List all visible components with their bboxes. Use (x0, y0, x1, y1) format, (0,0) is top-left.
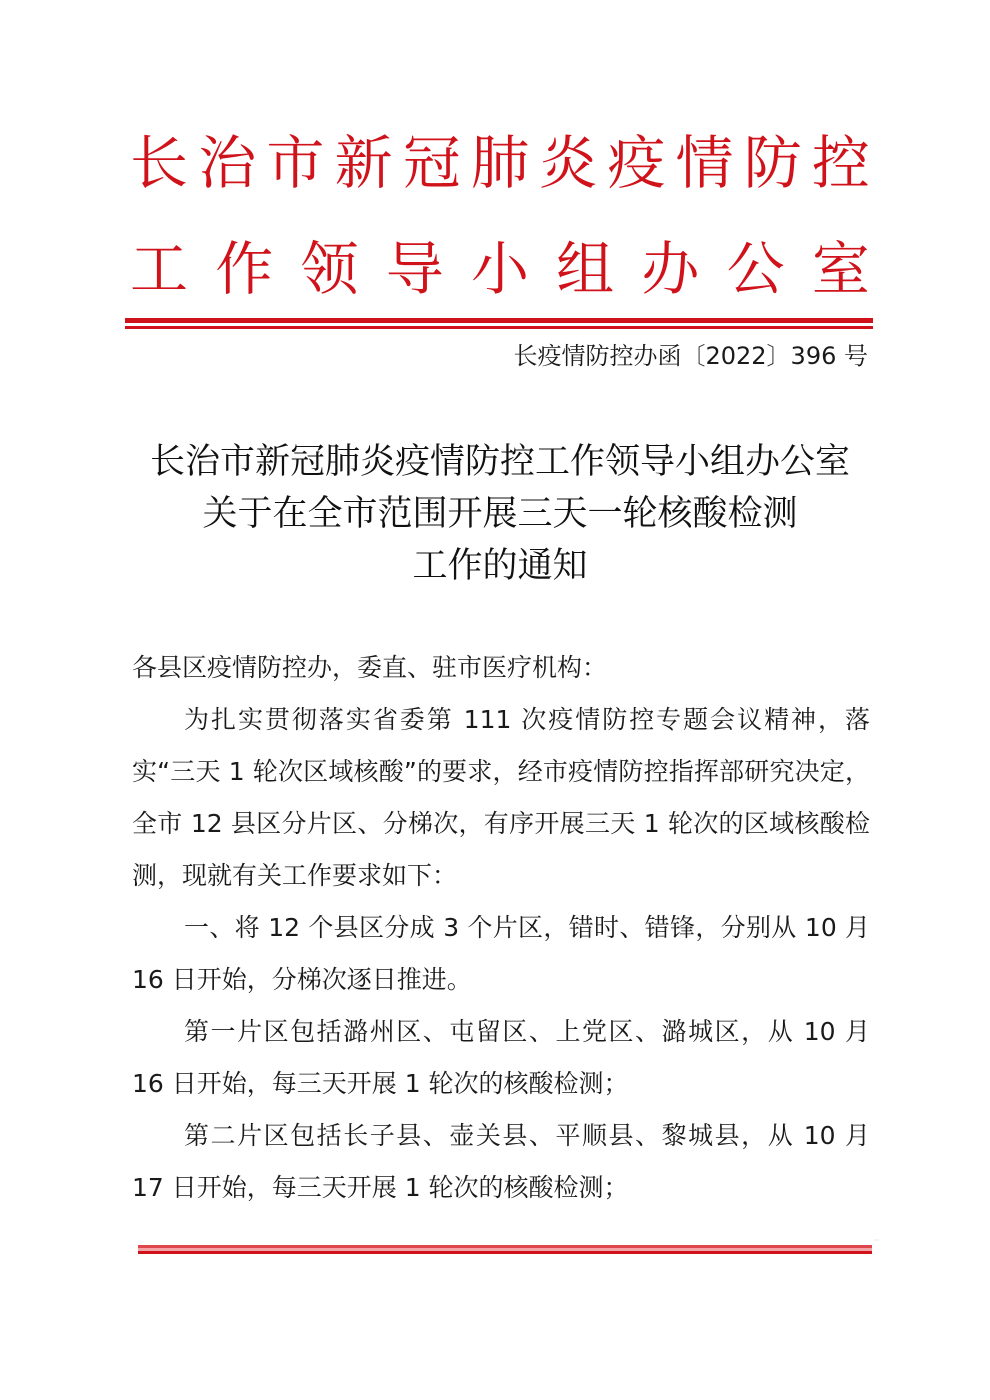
masthead-char: 控 (811, 129, 870, 197)
salutation: 各县区疫情防控办，委直、驻市医疗机构： (132, 653, 608, 682)
masthead-line-1 (130, 128, 870, 198)
masthead-char: 小 (470, 235, 529, 303)
masthead-char: 新 (334, 129, 393, 197)
body-paragraph: 第二片区包括长子县、壶关县、平顺县、黎城县，从 10 月 17 日开始，每三天开展 1 轮次的核酸检测； (132, 1121, 870, 1202)
body-paragraph: 为扎实贯彻落实省委第 111 次疫情防控专题会议精神，落实“三天 1 轮次区域核酸”的要求，经市疫情防控指挥部研究决定，全市 12 县区分片区、分梯次，有序开展三天 1 轮次的区域核酸检测，现就有关工作要求如下： (132, 705, 870, 890)
masthead-char: 长 (130, 129, 189, 197)
document-number: 长疫情防控办函〔2022〕396 号 (513, 342, 868, 370)
title-line-2: 关于在全市范围开展三天一轮核酸检测 (202, 494, 798, 534)
masthead-char: 肺 (470, 129, 529, 197)
masthead-char: 市 (266, 129, 325, 197)
masthead-line-2 (130, 234, 870, 304)
masthead-char: 导 (385, 235, 444, 303)
masthead-char: 炎 (539, 129, 598, 197)
masthead-char: 疫 (607, 129, 666, 197)
masthead-char: 治 (198, 129, 257, 197)
masthead-char: 公 (726, 235, 785, 303)
masthead-red-divider (125, 318, 873, 329)
masthead-char: 室 (811, 235, 870, 303)
title-line-3: 工作的通知 (412, 546, 588, 586)
masthead-char: 情 (675, 129, 734, 197)
body-paragraph: 第一片区包括潞州区、屯留区、上党区、潞城区，从 10 月 16 日开始，每三天开展 1 轮次的核酸检测； (132, 1017, 870, 1098)
masthead-char: 作 (215, 235, 274, 303)
masthead-char: 冠 (402, 129, 461, 197)
document-body (132, 642, 870, 1214)
masthead-char: 组 (556, 235, 615, 303)
title-line-1: 长治市新冠肺炎疫情防控工作领导小组办公室 (149, 442, 850, 482)
body-paragraph: 一、将 12 个县区分成 3 个片区，错时、错锋，分别从 10 月 16 日开始，分梯次逐日推进。 (132, 913, 870, 994)
masthead-char: 办 (641, 235, 700, 303)
document-title (120, 436, 880, 592)
masthead-char: 防 (743, 129, 802, 197)
masthead-char: 工 (130, 235, 189, 303)
masthead-char: 领 (300, 235, 359, 303)
footer-mark: ·· (874, 1236, 880, 1245)
footer-red-divider (138, 1245, 872, 1254)
